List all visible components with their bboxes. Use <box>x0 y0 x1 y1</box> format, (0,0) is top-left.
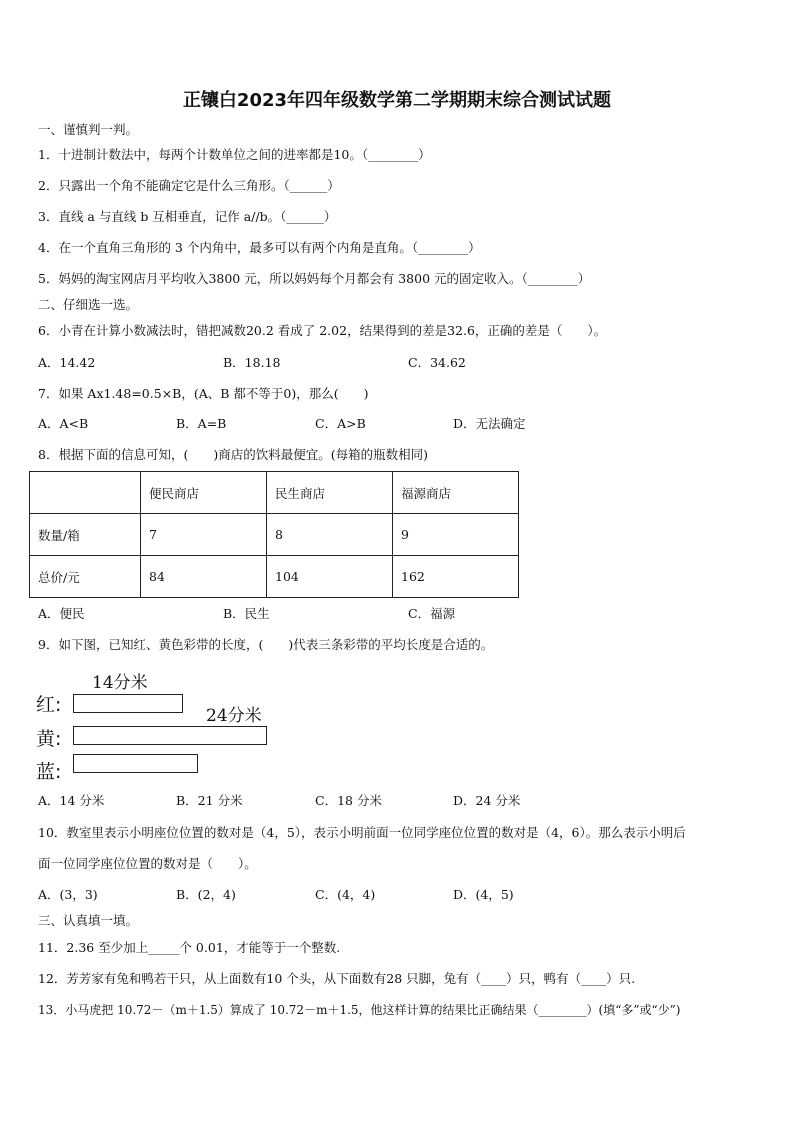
table-header-cell: 民生商店 <box>267 472 393 514</box>
table-row <box>30 556 519 598</box>
red-length-label: 14分米 <box>92 673 148 693</box>
table-cell: 84 <box>141 556 267 598</box>
question-1: 1．十进制计数法中，每两个计数单位之间的进率都是10。（________） <box>38 147 431 162</box>
table-row <box>30 514 519 556</box>
section-heading-1: 一、谨慎判一判。 <box>38 122 139 137</box>
question-3: 3．直线 a 与直线 b 互相垂直，记作 a//b。（______） <box>38 209 337 224</box>
question-9: 9．如下图，已知红、黄色彩带的长度，( )代表三条彩带的平均长度是合适的。 <box>38 637 494 652</box>
table-cell: 7 <box>141 514 267 556</box>
q7-option-c: C．A>B <box>315 416 366 431</box>
q10-option-a: A．(3，3) <box>38 887 98 902</box>
q6-option-c: C．34.62 <box>408 355 466 370</box>
ribbon-figure <box>36 668 296 783</box>
q7-option-a: A．A<B <box>38 416 89 431</box>
table-header-cell: 福源商店 <box>393 472 519 514</box>
q8-option-b: B．民生 <box>223 606 270 621</box>
question-13: 13．小马虎把 10.72－（m＋1.5）算成了 10.72－m＋1.5，他这样计算的结果比正确结果（________）(填“多”或“少”) <box>38 1003 681 1017</box>
q9-option-d: D．24 分米 <box>453 793 521 808</box>
yellow-label: 黄: <box>36 728 62 750</box>
table-header-row <box>30 472 519 514</box>
q9-option-b: B．21 分米 <box>176 793 243 808</box>
table-cell: 数量/箱 <box>30 514 141 556</box>
q10-option-c: C．(4，4) <box>315 887 376 902</box>
question-10-line-1: 10．教室里表示小明座位位置的数对是（4，5），表示小明前面一位同学座位位置的数对是（4，6）。那么表示小明后 <box>38 825 686 840</box>
red-ribbon-bar <box>73 694 183 713</box>
question-2: 2．只露出一个角不能确定它是什么三角形。（______） <box>38 178 340 193</box>
q10-option-d: D．(4，5) <box>453 887 514 902</box>
q10-option-b: B．(2，4) <box>176 887 236 902</box>
yellow-ribbon-bar <box>73 726 267 745</box>
page-title: 正镶白2023年四年级数学第二学期期末综合测试试题 <box>182 90 612 111</box>
blue-label: 蓝: <box>36 761 62 783</box>
question-7: 7．如果 Ax1.48=0.5×B，(A、B 都不等于0)，那么( ) <box>38 386 369 401</box>
table-cell: 9 <box>393 514 519 556</box>
table-cell: 162 <box>393 556 519 598</box>
question-4: 4．在一个直角三角形的 3 个内角中，最多可以有两个内角是直角。（________） <box>38 240 481 255</box>
question-8: 8．根据下面的信息可知，( )商店的饮料最便宜。(每箱的瓶数相同) <box>38 447 428 462</box>
red-label: 红: <box>36 694 62 716</box>
price-table <box>29 471 519 598</box>
q9-option-a: A．14 分米 <box>38 793 105 808</box>
table-cell: 8 <box>267 514 393 556</box>
table-cell: 104 <box>267 556 393 598</box>
table-header-cell <box>30 472 141 514</box>
q6-option-b: B．18.18 <box>223 355 281 370</box>
section-heading-3: 三、认真填一填。 <box>38 913 139 928</box>
question-10-line-2: 面一位同学座位位置的数对是（ ）。 <box>38 856 257 871</box>
q8-option-c: C．福源 <box>408 606 456 621</box>
section-heading-2: 二、仔细选一选。 <box>38 297 139 312</box>
question-12: 12．芳芳家有兔和鸭若干只，从上面数有10 个头，从下面数有28 只脚，兔有（____）只，鸭有（____）只. <box>38 971 636 986</box>
table-cell: 总价/元 <box>30 556 141 598</box>
table-header-cell: 便民商店 <box>141 472 267 514</box>
q6-option-a: A．14.42 <box>38 355 96 370</box>
yellow-length-label: 24分米 <box>206 706 262 726</box>
q7-option-b: B．A=B <box>176 416 227 431</box>
question-6: 6．小青在计算小数减法时，错把减数20.2 看成了 2.02，结果得到的差是32.6，正确的差是（ ）。 <box>38 323 607 338</box>
question-11: 11．2.36 至少加上_____个 0.01，才能等于一个整数. <box>38 940 341 955</box>
q9-option-c: C．18 分米 <box>315 793 382 808</box>
question-5: 5．妈妈的淘宝网店月平均收入3800 元，所以妈妈每个月都会有 3800 元的固定收入。（________） <box>38 271 591 286</box>
blue-ribbon-bar <box>73 754 198 773</box>
q8-option-a: A．便民 <box>38 606 85 621</box>
q7-option-d: D．无法确定 <box>453 416 526 431</box>
